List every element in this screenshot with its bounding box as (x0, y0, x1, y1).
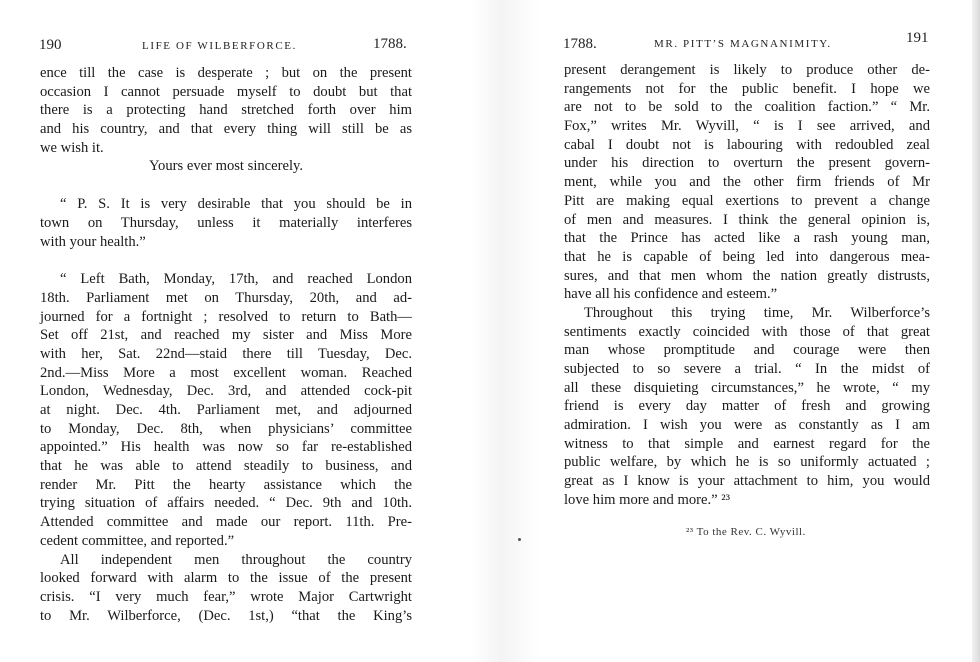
text-line: there is a protecting hand stretched forth over him (40, 102, 412, 119)
text-line: admiration. I wish you were as constantly as I am (564, 417, 930, 434)
text-line: witness to that simple and earnest regard for the (564, 435, 930, 452)
text-line: public welfare, by which he is so uniformly actuated ; (564, 454, 930, 471)
left-page-year: 1788. (373, 36, 407, 52)
text-line: that he is capable of being led into dangerous mea- (564, 248, 930, 265)
text-line: “ P. S. It is very desirable that you should be in (60, 196, 412, 213)
text-line: and his country, and that every thing will still be as (40, 121, 412, 138)
left-page-number: 190 (39, 37, 62, 53)
text-line: that he was able to attend steadily to business, and (40, 458, 412, 475)
right-page-number: 191 (906, 30, 929, 46)
text-line: crisis. “I very much fear,” wrote Major Cartwright (40, 588, 412, 605)
letter-closing: Yours ever most sincerely. (148, 158, 304, 175)
text-line: all these disquieting circumstances,” he wrote, “ my (564, 379, 930, 396)
text-line: Set off 21st, and reached my sister and Miss More (40, 327, 412, 344)
text-line: to Monday, Dec. 8th, when physicians’ committee (40, 420, 412, 437)
text-line: present derangement is likely to produce other de- (564, 62, 930, 78)
footnote: ²³ To the Rev. C. Wyvill. (686, 526, 806, 538)
text-line: at night. Dec. 4th. Parliament met, and adjourned (40, 402, 412, 418)
text-line: occasion I cannot persuade myself to doubt but that (40, 83, 412, 100)
text-line: journed for a fortnight ; resolved to return to Bath— (40, 308, 412, 325)
text-line: appointed.” His health was now so far re-established (40, 439, 412, 456)
text-line: with her, Sat. 22nd—staid there till Tuesday, Dec. (40, 345, 412, 362)
text-line: have all his confidence and esteem.” (564, 286, 778, 303)
text-line: that the Prince has acted like a rash young man, (564, 230, 930, 247)
text-line: great as I know is your attachment to him, you would (564, 473, 930, 490)
text-line: cabal I doubt not is labouring with redoubled zeal (564, 136, 930, 153)
text-line: render Mr. Pitt the hearty assistance which the (40, 476, 412, 493)
text-line: cedent committee, and reported.” (40, 532, 235, 549)
text-line: rangements not for the public benefit. I hope we (564, 80, 930, 97)
text-line: ence till the case is desperate ; but on the present (40, 65, 412, 81)
text-line: friend is every day matter of fresh and growing (564, 398, 930, 415)
text-line: 18th. Parliament met on Thursday, 20th, and ad- (40, 289, 412, 306)
right-running-title: MR. PITT’S MAGNANIMITY. (654, 38, 832, 50)
text-line: Fox,” writes Mr. Wyvill, “ is I see arrived, and (564, 118, 930, 135)
text-line: ment, while you and the other firm friends of Mr (564, 174, 930, 191)
text-line: “ Left Bath, Monday, 17th, and reached London (60, 271, 412, 288)
right-page-year: 1788. (563, 36, 597, 52)
left-running-title: LIFE OF WILBERFORCE. (142, 40, 297, 52)
text-line: are not to be sold to the coalition faction.” “ Mr. (564, 99, 930, 116)
text-line: we wish it. (40, 139, 104, 156)
text-line: looked forward with alarm to the issue of the present (40, 570, 412, 587)
right-page-body (564, 61, 930, 510)
text-line: sentiments exactly coincided with those of that great (564, 323, 930, 340)
text-line: town on Thursday, unless it materially interferes (40, 214, 412, 231)
text-line: Throughout this trying time, Mr. Wilberforce’s (584, 304, 930, 321)
right-page (490, 0, 980, 662)
text-line: with your health.” (40, 233, 146, 250)
text-line: trying situation of affairs needed. “ Dec. 9th and 10th. (40, 495, 412, 512)
text-line: to Mr. Wilberforce, (Dec. 1st,) “that the King’s (40, 607, 412, 624)
text-line: under his direction to overturn the present govern- (564, 155, 930, 172)
text-line: All independent men throughout the country (60, 551, 412, 568)
text-line: Attended committee and made our report. 11th. Pre- (40, 514, 412, 531)
text-line: sures, and that men whom the nation greatly distrusts, (564, 267, 930, 284)
text-line: love him more and more.” ²³ (564, 491, 730, 508)
text-line: man whose promptitude and courage were then (564, 342, 930, 359)
text-line: Pitt are making equal exertions to prevent a change (564, 192, 930, 209)
text-line: 2nd.—Miss More a most excellent woman. Reached (40, 364, 412, 381)
text-line: subjected to so severe a trial. “ In the midst of (564, 361, 930, 377)
print-speck (518, 538, 521, 541)
text-line: London, Wednesday, Dec. 3rd, and attended cock-pit (40, 383, 412, 400)
text-line: of men and measures. I think the general opinion is, (564, 211, 930, 228)
left-page-body (40, 64, 412, 625)
